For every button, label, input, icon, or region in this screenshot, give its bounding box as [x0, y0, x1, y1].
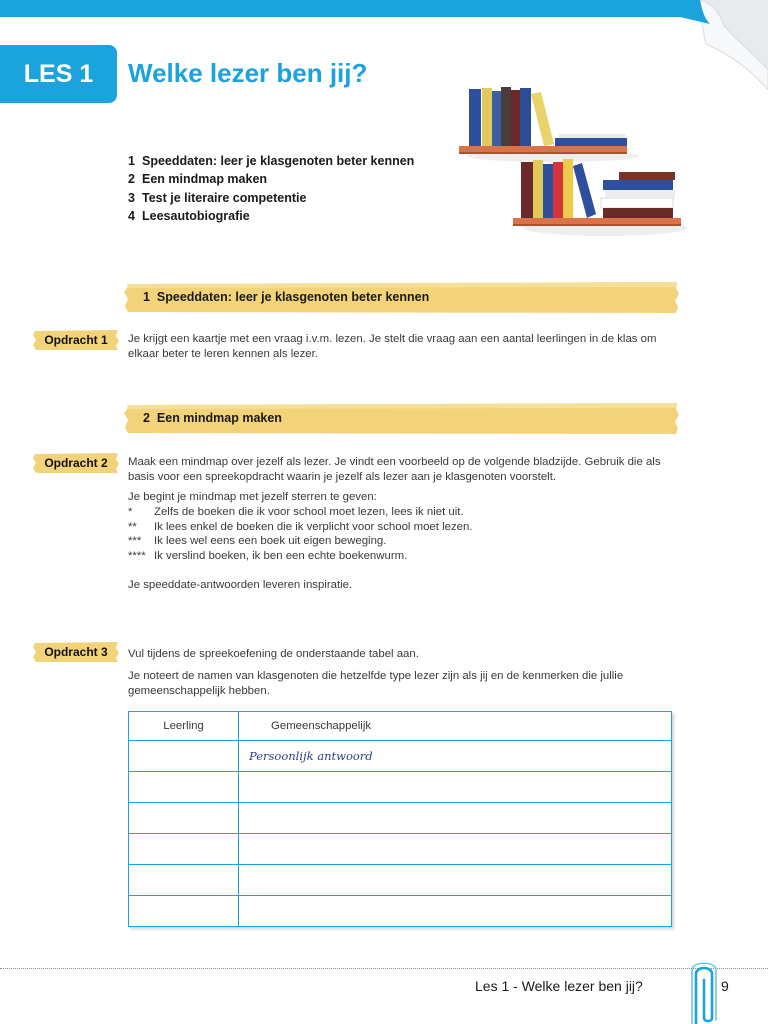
footer-title: Les 1 - Welke lezer ben jij? — [475, 978, 643, 994]
toc-item — [128, 152, 414, 170]
star-text: Ik verslind boeken, ik ben een echte boekenwurm. — [154, 550, 408, 563]
toc-label: Speeddaten: leer je klasgenoten beter kennen — [142, 154, 415, 168]
opdracht-3-instructions: Je noteert de namen van klasgenoten die hetzelfde type lezer zijn als jij en de kenmerken die jullie gemeenschappelijk hebben. — [128, 670, 624, 697]
section-number: 2 — [143, 411, 150, 425]
opdracht-2-intro: Je begint je mindmap met jezelf sterren te geven: — [128, 491, 377, 503]
star-item — [128, 520, 673, 535]
opdracht-label: Opdracht 1 — [44, 333, 108, 347]
section-title-text: Speeddaten: leer je klasgenoten beter kennen — [156, 290, 430, 304]
section-header-speeddaten — [124, 281, 680, 314]
paperclip-icon — [684, 960, 724, 1024]
opdracht-3-text: Vul tijdens de spreekoefening de onderstaande tabel aan. — [128, 648, 419, 660]
section-title-text: Een mindmap maken — [156, 411, 282, 425]
star-mark: **** — [128, 550, 146, 563]
leerling-cell[interactable] — [129, 896, 239, 927]
star-text: Zelfs de boeken die ik voor school moet lezen, lees ik niet uit. — [154, 506, 464, 518]
toc-number: 1 — [128, 154, 135, 168]
section-title — [143, 281, 429, 314]
table-row — [129, 896, 672, 927]
opdracht-label: Opdracht 2 — [44, 456, 108, 470]
toc-item — [128, 170, 414, 188]
star-text: Ik lees wel eens een boek uit eigen beweging. — [154, 535, 387, 548]
leerling-cell[interactable] — [129, 741, 239, 772]
toc-item — [128, 207, 414, 225]
column-header-gemeenschappelijk: Gemeenschappelijk — [239, 712, 672, 741]
opdracht-label: Opdracht 3 — [44, 645, 108, 659]
toc-label: Leesautobiografie — [142, 208, 250, 223]
star-item — [128, 549, 673, 564]
answer-table — [128, 711, 672, 927]
gemeenschappelijk-cell[interactable] — [239, 772, 672, 803]
answer-cell[interactable]: Persoonlijk antwoord — [239, 741, 672, 772]
opdracht-2-outro: Je speeddate-antwoorden leveren inspiratie. — [128, 579, 353, 591]
toc-number: 4 — [128, 208, 135, 223]
table-row — [129, 865, 672, 896]
table-row — [129, 772, 672, 803]
gemeenschappelijk-cell[interactable] — [239, 834, 672, 865]
leerling-cell[interactable] — [129, 772, 239, 803]
gemeenschappelijk-cell[interactable] — [239, 896, 672, 927]
opdracht-1-tag — [33, 329, 119, 351]
star-mark: ** — [128, 520, 137, 533]
toc-number: 3 — [128, 190, 135, 205]
toc-label: Een mindmap maken — [142, 172, 268, 187]
gemeenschappelijk-cell[interactable] — [239, 803, 672, 834]
opdracht-1-text: Je krijgt een kaartje met een vraag i.v.m. lezen. Je stelt die vraag aan een aantal leerlingen in de klas om elkaar beter te leren kennen als lezer. — [128, 333, 657, 360]
star-item — [128, 534, 673, 549]
page-title: Welke lezer ben jij? — [128, 58, 368, 88]
bookshelf-illustration — [455, 82, 687, 242]
star-item — [128, 505, 673, 520]
table-row — [129, 741, 672, 772]
footer-divider — [0, 968, 768, 969]
page-number: 9 — [721, 978, 729, 994]
table-row — [129, 834, 672, 865]
star-text: Ik lees enkel de boeken die ik verplicht voor school moet lezen. — [154, 520, 473, 533]
opdracht-2-tag — [33, 452, 119, 474]
leerling-cell[interactable] — [129, 865, 239, 896]
opdracht-3-tag — [33, 641, 119, 663]
section-number: 1 — [143, 290, 150, 304]
column-header-leerling: Leerling — [129, 712, 239, 741]
table-of-contents — [128, 152, 414, 225]
table-header-row — [129, 712, 672, 741]
star-mark: * — [128, 506, 133, 518]
toc-number: 2 — [128, 172, 135, 187]
star-mark: *** — [128, 535, 142, 548]
leerling-cell[interactable] — [129, 834, 239, 865]
page-curl — [680, 0, 768, 90]
top-accent-bar — [0, 0, 700, 17]
gemeenschappelijk-cell[interactable] — [239, 865, 672, 896]
lesson-badge: LES 1 — [0, 45, 117, 103]
toc-label: Test je literaire competentie — [142, 190, 307, 205]
star-rating-list — [128, 505, 673, 564]
section-header-mindmap — [124, 402, 680, 435]
table-row — [129, 803, 672, 834]
leerling-cell[interactable] — [129, 803, 239, 834]
toc-item — [128, 189, 414, 207]
section-title — [143, 402, 282, 435]
opdracht-2-text: Maak een mindmap over jezelf als lezer. Je vindt een voorbeeld op de volgende bladzijde. Gebruik die als basis voor een spreekopdracht waarin je jezelf als lezer aan je klasgenoten voorstelt. — [128, 456, 661, 483]
